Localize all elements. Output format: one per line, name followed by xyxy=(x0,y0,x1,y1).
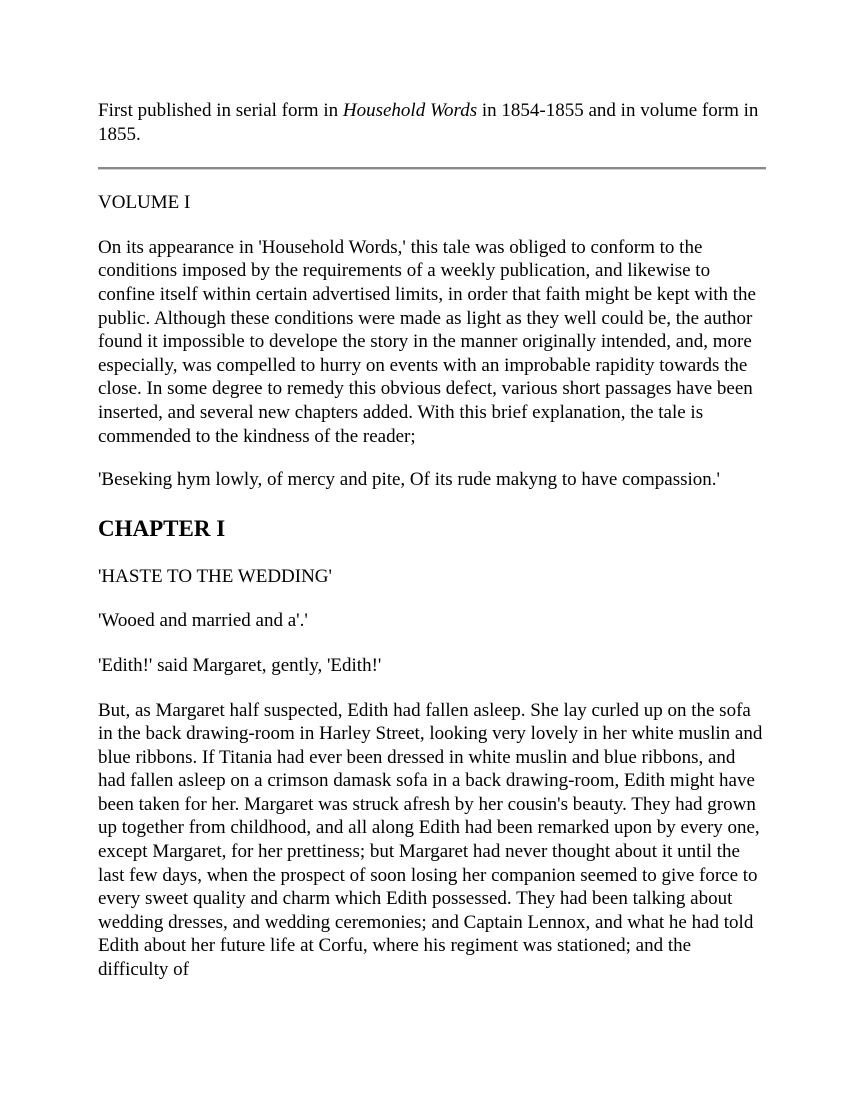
chapter-epigraph: 'Wooed and married and a'.' xyxy=(98,610,308,632)
document-page xyxy=(98,99,766,1019)
chapter-title: 'HASTE TO THE WEDDING' xyxy=(98,565,332,587)
publication-note xyxy=(98,99,766,146)
publication-title: Household Words xyxy=(342,100,478,121)
opening-dialogue: 'Edith!' said Margaret, gently, 'Edith!' xyxy=(98,654,382,676)
preface-quote: 'Beseking hym lowly, of mercy and pite, Of its rude makyng to have compassion.' xyxy=(98,469,720,491)
volume-heading: VOLUME I xyxy=(98,192,191,214)
chapter-body-paragraph: But, as Margaret half suspected, Edith had fallen asleep. She lay curled up on the sofa in the back drawing-room in Harley Street, looking very lovely in her white muslin and blue ribbons. If Titania had ever been dressed in white muslin and blue ribbons, and had fallen asleep on a crimson damask sofa in a back drawing-room, Edith might have been taken for her. Margaret was struck afresh by her cousin's beauty. They had grown up together from childhood, and all along Edith had been remarked upon by every one, except Margaret, for her prettiness; but Margaret had never thought about it until the last few days, when the prospect of soon losing her companion seemed to give force to every sweet quality and charm which Edith possessed. They had been talking about wedding dresses, and wedding ceremonies; and Captain Lennox, and what he had told Edith about her future life at Corfu, where his regiment was stationed; and the difficulty of xyxy=(98,699,763,981)
preface-paragraph: On its appearance in 'Household Words,' this tale was obliged to conform to the conditions imposed by the requirements of a weekly publication, and likewise to confine itself within certain advertised limits, in order that faith might be kept with the public. Although these conditions were made as light as they well could be, the author found it impossible to develope the story in the manner originally intended, and, more especially, was compelled to hurry on events with an improbable rapidity towards the close. In some degree to remedy this obvious defect, various short passages have been inserted, and several new chapters added. With this brief explanation, the tale is commended to the kindness of the reader; xyxy=(98,236,756,447)
publication-note-suffix: in 1854-1855 and in volume form in 1855. xyxy=(98,100,759,145)
chapter-heading: CHAPTER I xyxy=(98,515,226,541)
horizontal-divider xyxy=(98,167,766,170)
publication-note-prefix: First published in serial form in xyxy=(98,100,343,121)
